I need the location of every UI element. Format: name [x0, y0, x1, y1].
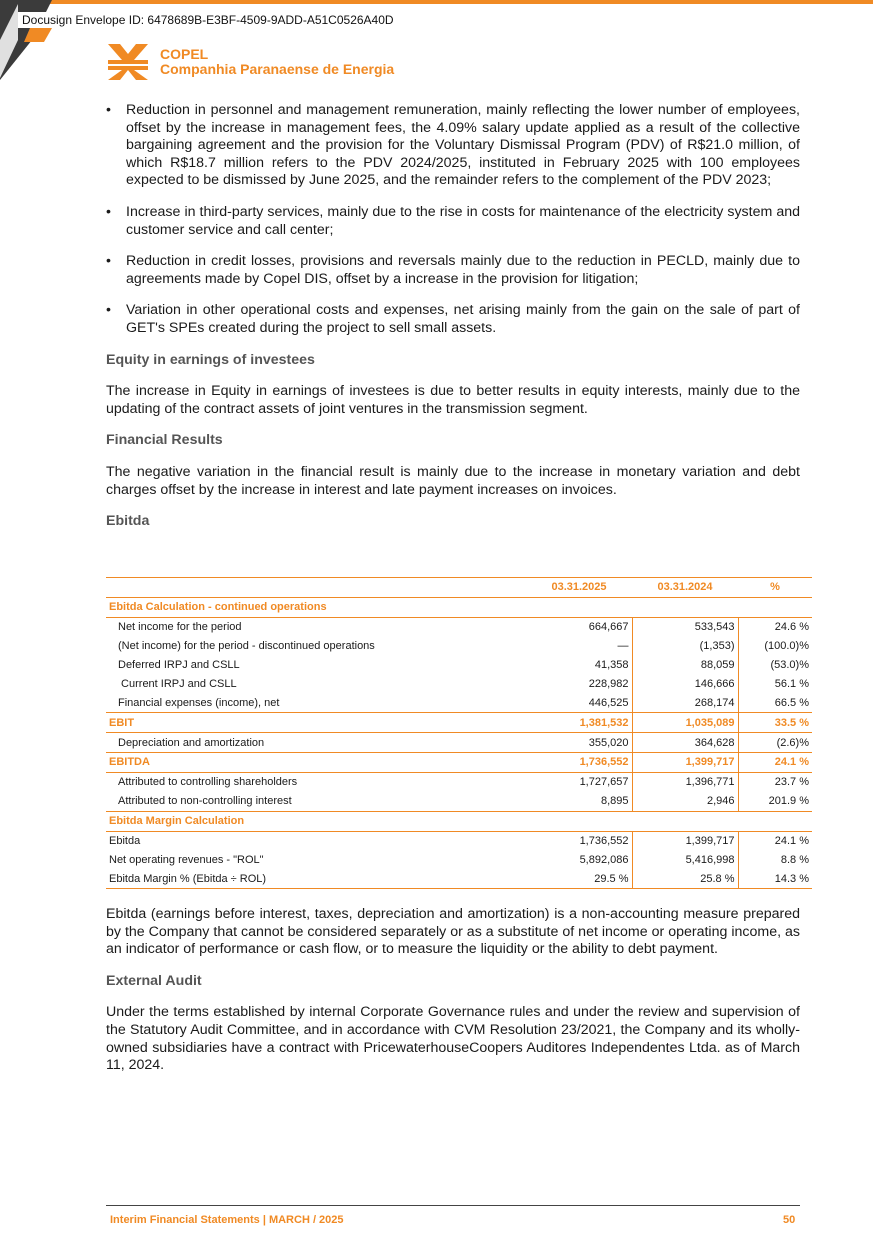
cell-2024: (1,353): [632, 637, 738, 656]
table-row: [106, 674, 812, 693]
table-row: [106, 772, 812, 791]
cell-pct: (53.0)%: [738, 656, 812, 675]
cell-2024: 2,946: [632, 792, 738, 811]
ebit-row: [106, 713, 812, 733]
table-row: [106, 733, 812, 753]
row-label: Attributed to controlling shareholders: [118, 776, 298, 789]
ebitda-row: [106, 753, 812, 773]
table-row: [106, 617, 812, 636]
table-row: [106, 693, 812, 712]
cell-2025: 228,982: [588, 677, 629, 690]
cell-2025: —: [617, 640, 629, 653]
section-row: [106, 811, 812, 831]
table-row: [106, 656, 812, 675]
row-label: Net operating revenues - "ROL": [109, 853, 264, 866]
bullet-item: • Reduction in personnel and management remuneration, mainly reflecting the lower number of employees, offset by the increase in management fees, the 4.09% salary update applied as a result of the collective bargaining agreement and the provision for the Voluntary Dismissal Program (PDV) of R$21.0 million, of which R$18.7 million refers to the PDV 2024/2025, instituted in February 2025 with 100 employees expected to be dismissed by June 2025, and the remainder refers to the complement of the PDV 2023;: [106, 102, 800, 189]
table-row: [106, 869, 812, 888]
main-content-top: [106, 102, 800, 545]
cell-2024: 364,628: [632, 733, 738, 753]
cell-2025: 1,381,532: [526, 713, 632, 733]
cell-pct: 33.5 %: [738, 713, 812, 733]
cell-pct: 23.7 %: [738, 772, 812, 791]
table-row: [106, 850, 812, 869]
row-label: Ebitda: [109, 835, 141, 848]
cell-pct: 24.1 %: [738, 831, 812, 850]
cell-2024: 1,035,089: [632, 713, 738, 733]
footer-title: Interim Financial Statements | MARCH / 2025: [110, 1214, 344, 1226]
main-content-bottom: [106, 906, 800, 1089]
cell-2024: 1,396,771: [632, 772, 738, 791]
row-label: EBITDA: [106, 753, 526, 773]
cell-pct: 8.8 %: [738, 850, 812, 869]
ebitda-paragraph: Ebitda (earnings before interest, taxes, depreciation and amortization) is a non-accounting measure prepared by the Company that cannot be considered separately or as a substitute of net income or operating income, as an indicator of performance or cash flow, or to measure the liquidity or the ability to debt payment.: [106, 906, 800, 958]
row-label: Net income for the period: [118, 621, 242, 634]
cell-2024: 1,399,717: [632, 753, 738, 773]
footer-divider: [106, 1205, 800, 1206]
bullet-text: Reduction in personnel and management remuneration, mainly reflecting the lower number of employees, offset by the increase in management fees, the 4.09% salary update applied as a result of the collective bargaining agreement and the provision for the Voluntary Dismissal Program (PDV) of R$21.0 million, of which R$18.7 million refers to the PDV 2024/2025, instituted in February 2025 with 100 employees expected to be dismissed by June 2025, and the remainder refers to the complement of the PDV 2023;: [126, 102, 800, 189]
cell-2025: 1,736,552: [526, 753, 632, 773]
row-label: Current IRPJ and CSLL: [118, 677, 237, 690]
cell-pct: 56.1 %: [738, 674, 812, 693]
cell-2025: 5,892,086: [579, 853, 629, 866]
table-row: [106, 637, 812, 656]
financial-paragraph: The negative variation in the financial result is mainly due to the increase in monetary variation and debt charges offset by the increase in interest and late payment increases on invoices.: [106, 463, 800, 498]
table-row: [106, 792, 812, 811]
table-row: [106, 831, 812, 850]
equity-heading: Equity in earnings of investees: [106, 351, 315, 368]
col-header-pct: %: [738, 578, 812, 598]
bullet-text: Increase in third-party services, mainly due to the rise in costs for maintenance of the electricity system and customer service and call center;: [126, 203, 800, 238]
docusign-envelope-id: Docusign Envelope ID: 6478689B-E3BF-4509-9ADD-A51C0526A40D: [18, 12, 398, 28]
section-title: Ebitda Calculation - continued operations: [106, 597, 812, 617]
row-label: Depreciation and amortization: [118, 736, 265, 749]
bullet-item: • Variation in other operational costs and expenses, net arising mainly from the gain on the sale of part of GET's SPEs created during the project to sell small assets.: [106, 302, 800, 336]
cell-2025: 1,727,657: [579, 776, 629, 789]
cell-pct: 24.1 %: [738, 753, 812, 773]
cell-pct: 24.6 %: [738, 617, 812, 636]
top-accent-bar: [0, 0, 873, 4]
logo-line2: Companhia Paranaense de Energia: [160, 61, 395, 77]
cell-2025: 8,895: [600, 795, 629, 808]
cell-pct: 14.3 %: [738, 869, 812, 888]
col-header-2024: 03.31.2024: [632, 578, 738, 598]
equity-paragraph: The increase in Equity in earnings of investees is due to better results in equity interests, mainly due to the updating of the contract assets of joint ventures in the transmission segment.: [106, 383, 800, 417]
cell-2024: 146,666: [632, 674, 738, 693]
cell-2025: 29.5 %: [526, 869, 632, 888]
copel-logo-icon: [106, 42, 150, 82]
copel-logo: [106, 42, 394, 82]
ebitda-heading: Ebitda: [106, 513, 150, 530]
row-label: (Net income) for the period - discontinued operations: [118, 640, 375, 653]
bullet-text: Reduction in credit losses, provisions and reversals mainly due to the reduction in PECLD, mainly due to agreements made by Copel DIS, offset by a increase in the provision for litigation;: [126, 253, 800, 287]
row-label: EBIT: [106, 713, 526, 733]
bullet-text: Variation in other operational costs and expenses, net arising mainly from the gain on the sale of part of GET's SPEs created during the project to sell small assets.: [126, 302, 800, 336]
row-label: Ebitda Margin % (Ebitda ÷ ROL): [106, 869, 526, 888]
audit-heading: External Audit: [106, 972, 202, 989]
section-title: Ebitda Margin Calculation: [106, 811, 812, 831]
section-row: [106, 597, 812, 617]
col-header-2025: 03.31.2025: [526, 578, 632, 598]
cell-pct: 201.9 %: [738, 792, 812, 811]
table-header-row: [106, 578, 812, 598]
cell-2024: 5,416,998: [632, 850, 738, 869]
cell-2025: 41,358: [594, 659, 629, 671]
bullet-item: • Reduction in credit losses, provisions and reversals mainly due to the reduction in PECLD, mainly due to agreements made by Copel DIS, offset by a increase in the provision for litigation;: [106, 253, 800, 287]
cell-2025: 446,525: [588, 696, 629, 709]
cell-2024: 533,543: [632, 617, 738, 636]
cell-2024: 88,059: [632, 656, 738, 675]
cell-2024: 268,174: [632, 693, 738, 712]
financial-heading: Financial Results: [106, 432, 223, 449]
cell-2024: 1,399,717: [632, 831, 738, 850]
cell-2025: 664,667: [588, 621, 629, 634]
row-label: Attributed to non-controlling interest: [118, 795, 292, 808]
cell-pct: (100.0)%: [738, 637, 812, 656]
logo-line1: COPEL: [160, 46, 209, 62]
cell-2024: 25.8 %: [632, 869, 738, 888]
row-label: Deferred IRPJ and CSLL: [118, 659, 240, 671]
ebitda-table: [106, 577, 812, 889]
cell-2025: 1,736,552: [579, 835, 629, 848]
cell-2025: 355,020: [588, 736, 629, 749]
cell-pct: 66.5 %: [738, 693, 812, 712]
audit-paragraph: Under the terms established by internal Corporate Governance rules and under the review and supervision of the Statutory Audit Committee, and in accordance with CVM Resolution 23/2021, the Company and its wholly-owned subsidiaries have a contract with PricewaterhouseCoopers Auditores Independentes Ltda. as of March 11, 2024.: [106, 1004, 800, 1074]
cell-pct: (2.6)%: [738, 733, 812, 753]
page-number: 50: [783, 1214, 796, 1226]
row-label: Financial expenses (income), net: [118, 696, 280, 709]
bullet-item: • Increase in third-party services, mainly due to the rise in costs for maintenance of the electricity system and customer service and call center;: [106, 203, 800, 238]
